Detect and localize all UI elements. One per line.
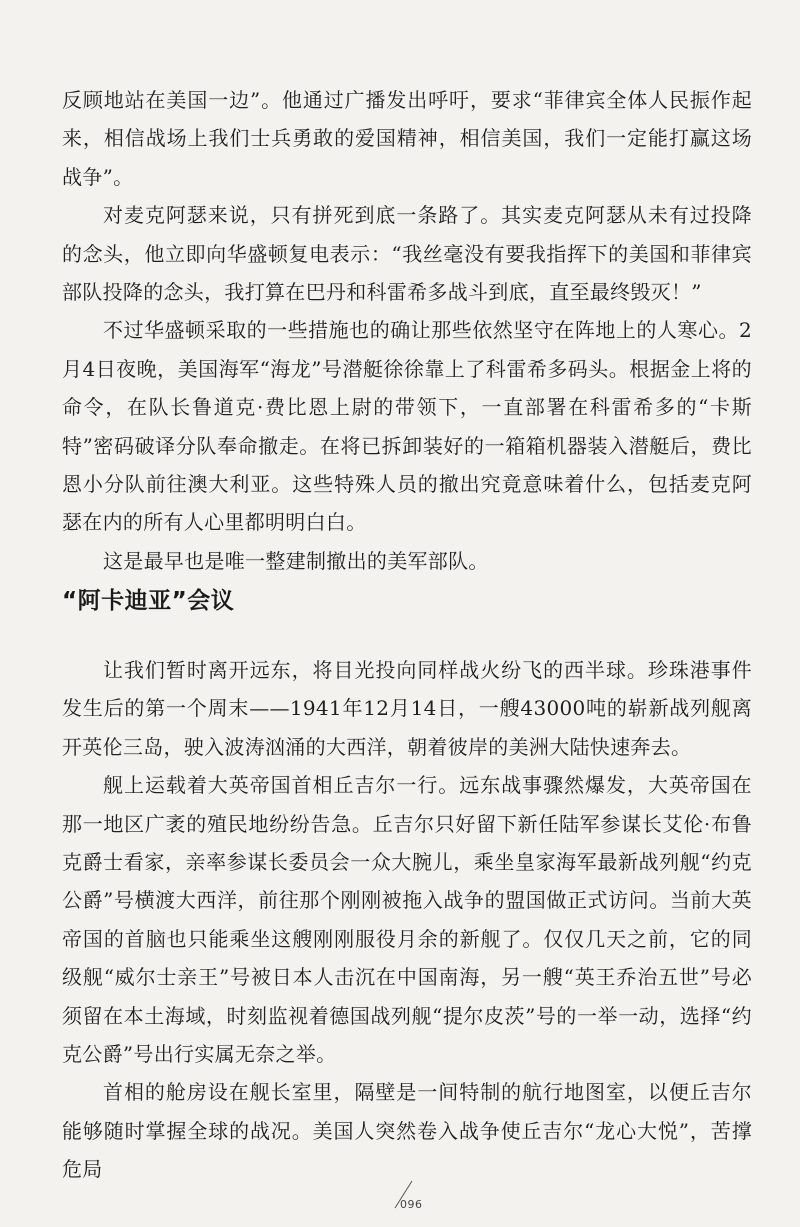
paragraph-7: 首相的舱房设在舰长室里，隔壁是一间特制的航行地图室，以便丘吉尔能够随时掌握全球的战况。美国人突然卷入战争使丘吉尔“龙心大悦”，苦撑危局 xyxy=(62,1080,752,1182)
paragraph-6: 舰上运载着大英帝国首相丘吉尔一行。远东战事骤然爆发，大英帝国在那一地区广袤的殖民地纷纷告急。丘吉尔只好留下新任陆军参谋长艾伦·布鲁克爵士看家，亲率参谋长委员会一众大腕儿，乘坐皇家海军最新战列舰“约克公爵”号横渡大西洋，前往那个刚刚被拖入战争的盟国做正式访问。当前大英帝国的首脑也只能乘坐这艘刚刚服役月余的新舰了。仅仅几天之前，它的同级舰“威尔士亲王”号被日本人击沉在中国南海，另一艘“英王乔治五世”号必须留在本土海域，时刻监视着德国战列舰“提尔皮茨”号的一举一动，选择“约克公爵”号出行实属无奈之举。 xyxy=(62,773,752,1067)
paragraph-1: 反顾地站在美国一边”。他通过广播发出呼吁，要求“菲律宾全体人民振作起来，相信战场上我们士兵勇敢的爱国精神，相信美国，我们一定能打赢这场战争”。 xyxy=(62,88,752,189)
page-footer xyxy=(380,1180,460,1220)
paragraph-5: 让我们暂时离开远东，将目光投向同样战火纷飞的西半球。珍珠港事件发生后的第一个周末——1941年12月14日，一艘43000吨的崭新战列舰离开英伦三岛，驶入波涛汹涌的大西洋，朝着彼岸的美洲大陆快速奔去。 xyxy=(62,658,752,759)
page-number: 096 xyxy=(400,1198,423,1211)
text-block-bottom xyxy=(62,651,752,1189)
paragraph-2: 对麦克阿瑟来说，只有拼死到底一条路了。其实麦克阿瑟从未有过投降的念头，他立即向华盛顿复电表示：“我丝毫没有要我指挥下的美国和菲律宾部队投降的念头，我打算在巴丹和科雷希多战斗到底，直至最终毁灭！” xyxy=(62,203,752,305)
paragraph-3: 不过华盛顿采取的一些措施也的确让那些依然坚守在阵地上的人寒心。2月4日夜晚，美国海军“海龙”号潜艇徐徐靠上了科雷希多码头。根据金上将的命令，在队长鲁道克·费比恩上尉的带领下，一直部署在科雷希多的“卡斯特”密码破译分队奉命撤走。在将已拆卸装好的一箱箱机器装入潜艇后，费比恩小分队前往澳大利亚。这些特殊人员的撤出究竟意味着什么，包括麦克阿瑟在内的所有人心里都明明白白。 xyxy=(62,318,752,535)
paragraph-4: 这是最早也是唯一整建制撤出的美军部队。 xyxy=(103,548,489,573)
text-block-top xyxy=(62,81,752,580)
section-heading: “阿卡迪亚”会议 xyxy=(62,588,235,614)
